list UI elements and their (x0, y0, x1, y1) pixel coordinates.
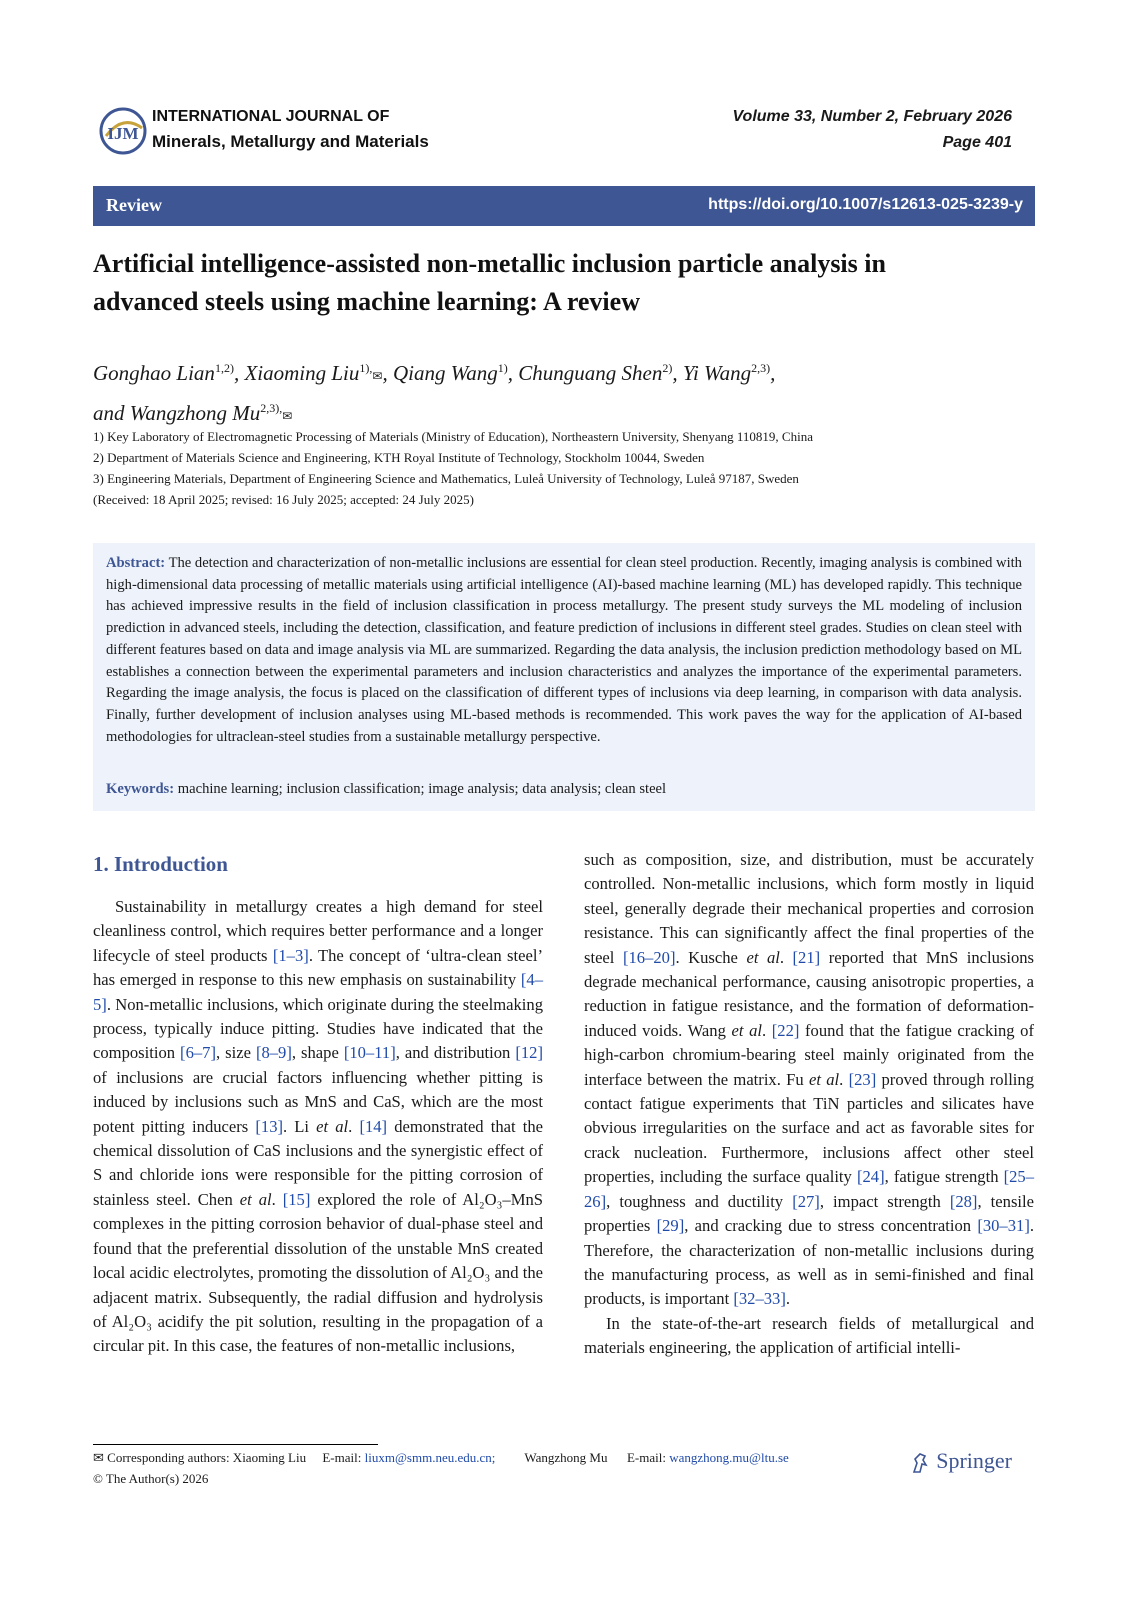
abstract-body: The detection and characterization of non-metallic inclusions are essential for clean steel production. Recently, imaging analysis is combined with high-dimensional data processing of metallic materials using artificial intelligence (AI)-based machine learning (ML) has developed rapidly. This technique has achieved impressive results in the field of inclusion classification in process metallurgy. The present study surveys the ML modeling of inclusion prediction in advanced steels, including the detection, classification, and feature prediction of inclusions in different steel grades. Studies on clean steel with different features based on data and image analysis via ML are summarized. Regarding the data analysis, the inclusion prediction methodology based on ML establishes a connection between the experimental parameters and inclusion characteristics and analyzes the importance of the experimental parameters. Regarding the image analysis, the focus is placed on the classification of different types of inclusions via deep learning, in comparison with data analysis. Finally, further development of inclusion analyses using ML-based methods is recommended. This work paves the way for the application of AI-based methodologies for ultraclean-steel studies from a sustainable metallurgy perspective. (106, 555, 1022, 745)
citation-link[interactable]: [16–20] (622, 947, 676, 967)
paragraph (584, 848, 1034, 1312)
abstract-box (93, 543, 1035, 811)
journal-logo-icon (98, 106, 148, 156)
body-text: proved through rolling contact fatigue experiments that TiN particles and silicates have obvious irregularities on the surface and act as favorable sites for crack nucleation. Furthermore, inclusions affect other steel properties, including the surface quality (584, 1069, 1035, 1187)
corresponding-authors (93, 1450, 789, 1466)
page-number: Page 401 (942, 134, 1012, 151)
body-text: . (779, 947, 793, 967)
email-link[interactable]: wangzhong.mu@ltu.se (669, 1450, 789, 1465)
body-text: of inclusions are crucial factors influencing whether pitting is induced by inclusions such as MnS and CaS, which are the most potent pitting inducers (93, 1067, 543, 1136)
body-text: , shape (291, 1043, 344, 1063)
body-text: , toughness and ductility (606, 1191, 793, 1211)
italic-text: et al (808, 1069, 840, 1089)
body-text: . The concept of ‘ultra-clean steel’ has emerged in response to this new emphasis on sustainability (93, 945, 543, 990)
email-label: E-mail: (626, 1450, 666, 1465)
italic-text: et al (746, 947, 780, 967)
citation-link[interactable]: [28] (949, 1191, 978, 1211)
keywords (106, 781, 666, 798)
author-name: Chunguang Shen (518, 361, 663, 385)
body-text: , fatigue strength (884, 1167, 1004, 1187)
paragraph: In the state-of-the-art research fields of metallurgical and materials engineering, the application of artificial intelli- (584, 1313, 1034, 1358)
citation-link[interactable]: [6–7] (180, 1043, 216, 1063)
body-text: , and distribution (395, 1043, 516, 1063)
citation-link[interactable]: [14] (359, 1116, 388, 1136)
citation-link[interactable]: [12] (515, 1043, 543, 1063)
journal-name-line1: INTERNATIONAL JOURNAL OF (152, 108, 390, 125)
title-line2: advanced steels using machine learning: A review (93, 287, 640, 316)
author-name: Gonghao Lian (93, 361, 215, 385)
body-text: reported that MnS inclusions degrade mechanical performance, causing anisotropic properties, a reduction in fatigue resistance, and the formation of deformation-induced voids. Wang (584, 947, 1035, 1040)
citation-link[interactable]: [13] (255, 1116, 284, 1136)
italic-text: et al (731, 1020, 762, 1040)
section-heading: 1. Introduction (93, 852, 228, 876)
body-text: Sustainability in metallurgy creates a high demand for steel cleanliness control, which requires better performance and a longer lifecycle of steel products (93, 897, 543, 965)
author-affil: 1) (497, 361, 508, 375)
author-name: Yi Wang (682, 361, 752, 385)
body-text: found that the fatigue cracking of high-carbon chromium-bearing steel mainly originated from the interface between the matrix. Fu (584, 1020, 1034, 1089)
citation-link[interactable]: [10–11] (343, 1043, 396, 1063)
title-line1: Artificial intelligence-assisted non-metallic inclusion particle analysis in (93, 249, 886, 278)
author-affil: 2,3) (751, 361, 771, 375)
citation-link[interactable]: [8–9] (255, 1043, 292, 1063)
author-name: Xiaoming Liu (244, 361, 360, 385)
article-banner (93, 186, 1035, 226)
article-title (93, 245, 1033, 321)
citation-link[interactable]: [22] (771, 1020, 800, 1040)
body-text: . (761, 1020, 772, 1040)
envelope-icon: ✉ (282, 409, 293, 423)
envelope-icon: ✉ (372, 369, 383, 383)
body-text: . (348, 1116, 360, 1136)
citation-link[interactable]: [21] (792, 947, 821, 967)
author-affil: 2) (662, 361, 673, 375)
footnote-divider (93, 1444, 378, 1445)
citation-link[interactable]: [25–26] (584, 1167, 1035, 1211)
citation-link[interactable]: [29] (656, 1216, 685, 1236)
citation-link[interactable]: [24] (856, 1167, 885, 1187)
body-column-right (584, 848, 1034, 1361)
italic-text: et al (316, 1116, 349, 1136)
envelope-icon: ✉ (93, 1450, 104, 1465)
affiliations (93, 426, 1053, 510)
paragraph (93, 895, 543, 1359)
citation-link[interactable]: [1–3] (272, 945, 309, 965)
body-text: such as composition, size, and distribution, must be accurately controlled. Non-metallic inclusions, which form mostly in liquid steel, generally degrade their mechanical properties and corrosion resistance. This can significantly affect the final properties of the steel (584, 850, 1034, 967)
italic-text: et al (239, 1189, 272, 1209)
publisher-logo (908, 1448, 1012, 1475)
body-text: , tensile properties (584, 1191, 1034, 1236)
author-name: Qiang Wang (392, 361, 498, 385)
author-affil: 1,2) (214, 361, 234, 375)
keywords-label: Keywords: (106, 781, 175, 797)
author-name: and Wangzhong Mu (93, 401, 261, 425)
springer-horse-icon (908, 1451, 932, 1475)
body-text: explored the role of Al₂O₃–MnS complexes in the pitting corrosion behavior of dual-phase steel and found that the preferential dissolution of the unstable MnS created local acidic electrolytes, promoting the dissolution of Al₂O₃ and the adjacent matrix. Subsequently, the radial diffusion and hydrolysis of Al₂O₃ acidify the pit solution, resulting in the propagation of a circular pit. In this case, the features of non-metallic inclusions, (93, 1189, 544, 1356)
body-column-left (93, 895, 543, 1359)
copyright: © The Author(s) 2026 (93, 1471, 209, 1486)
citation-link[interactable]: [4–5] (93, 970, 543, 1014)
affiliation-3: 3) Engineering Materials, Department of Engineering Science and Mathematics, Luleå University of Technology, Luleå 97187, Sweden (93, 471, 799, 486)
body-text: , impact strength (819, 1191, 950, 1211)
citation-link[interactable]: [15] (282, 1189, 311, 1209)
citation-link[interactable]: [27] (792, 1191, 820, 1211)
citation-link[interactable]: [23] (848, 1069, 877, 1089)
doi-link[interactable]: https://doi.org/10.1007/s12613-025-3239-y (708, 196, 1023, 213)
volume-info: Volume 33, Number 2, February 2026 (732, 108, 1012, 125)
body-text: , size (216, 1043, 256, 1063)
body-text: demonstrated that the chemical dissolution of CaS inclusions and the synergistic effect of S and chloride ions were responsible for the pitting corrosion of stainless steel. Chen (93, 1116, 543, 1209)
body-text: . Therefore, the characterization of non-metallic inclusions during the manufacturing process, as well as in semi-finished and final products, is important (584, 1216, 1035, 1309)
corr-author-2: Wangzhong Mu (524, 1450, 608, 1465)
affiliation-1: 1) Key Laboratory of Electromagnetic Processing of Materials (Ministry of Education), Northeastern University, Shenyang 110819, China (93, 429, 813, 444)
abstract-label: Abstract: (106, 555, 166, 571)
body-text: . Li (283, 1116, 317, 1136)
body-text: . Kusche (675, 947, 747, 967)
author-affil: 2,3), (260, 401, 283, 415)
logo-letters: IJM (107, 124, 139, 143)
article-type: Review (106, 195, 162, 215)
body-text: . Non-metallic inclusions, which originate during the steelmaking process, typically induce pitting. Studies have indicated that the composition (93, 994, 543, 1063)
journal-name-line2: Minerals, Metallurgy and Materials (152, 132, 429, 151)
body-text: . (271, 1189, 283, 1209)
email-link[interactable]: liuxm@smm.neu.edu.cn; (364, 1450, 496, 1465)
corr-label: Corresponding authors: Xiaoming Liu (107, 1450, 307, 1465)
body-text: . (785, 1289, 791, 1309)
citation-link[interactable]: [32–33] (733, 1289, 786, 1309)
body-text: . (839, 1069, 849, 1089)
body-text: , and cracking due to stress concentration (684, 1216, 978, 1236)
citation-link[interactable]: [30–31] (977, 1216, 1030, 1236)
author-affil: 1), (359, 361, 373, 375)
author-list: Gonghao Lian$^{1,2)}$, Xiaoming Liu$^{1),}$✉, Qiang Wang$^{1)}$, Chunguang Shen$^{2)}$, Yi Wang$^{2,3)}$, and Wangzhong $Mu^{2,3),}✉$ (93, 361, 776, 425)
email-label: E-mail: (322, 1450, 362, 1465)
keywords-list: machine learning; inclusion classification; image analysis; data analysis; clean steel (177, 781, 667, 797)
publisher-name: Springer (936, 1448, 1012, 1473)
abstract-text (106, 553, 1022, 748)
affiliation-2: 2) Department of Materials Science and Engineering, KTH Royal Institute of Technology, Stockholm 10044, Sweden (93, 450, 705, 465)
received-dates: (Received: 18 April 2025; revised: 16 July 2025; accepted: 24 July 2025) (93, 492, 474, 507)
